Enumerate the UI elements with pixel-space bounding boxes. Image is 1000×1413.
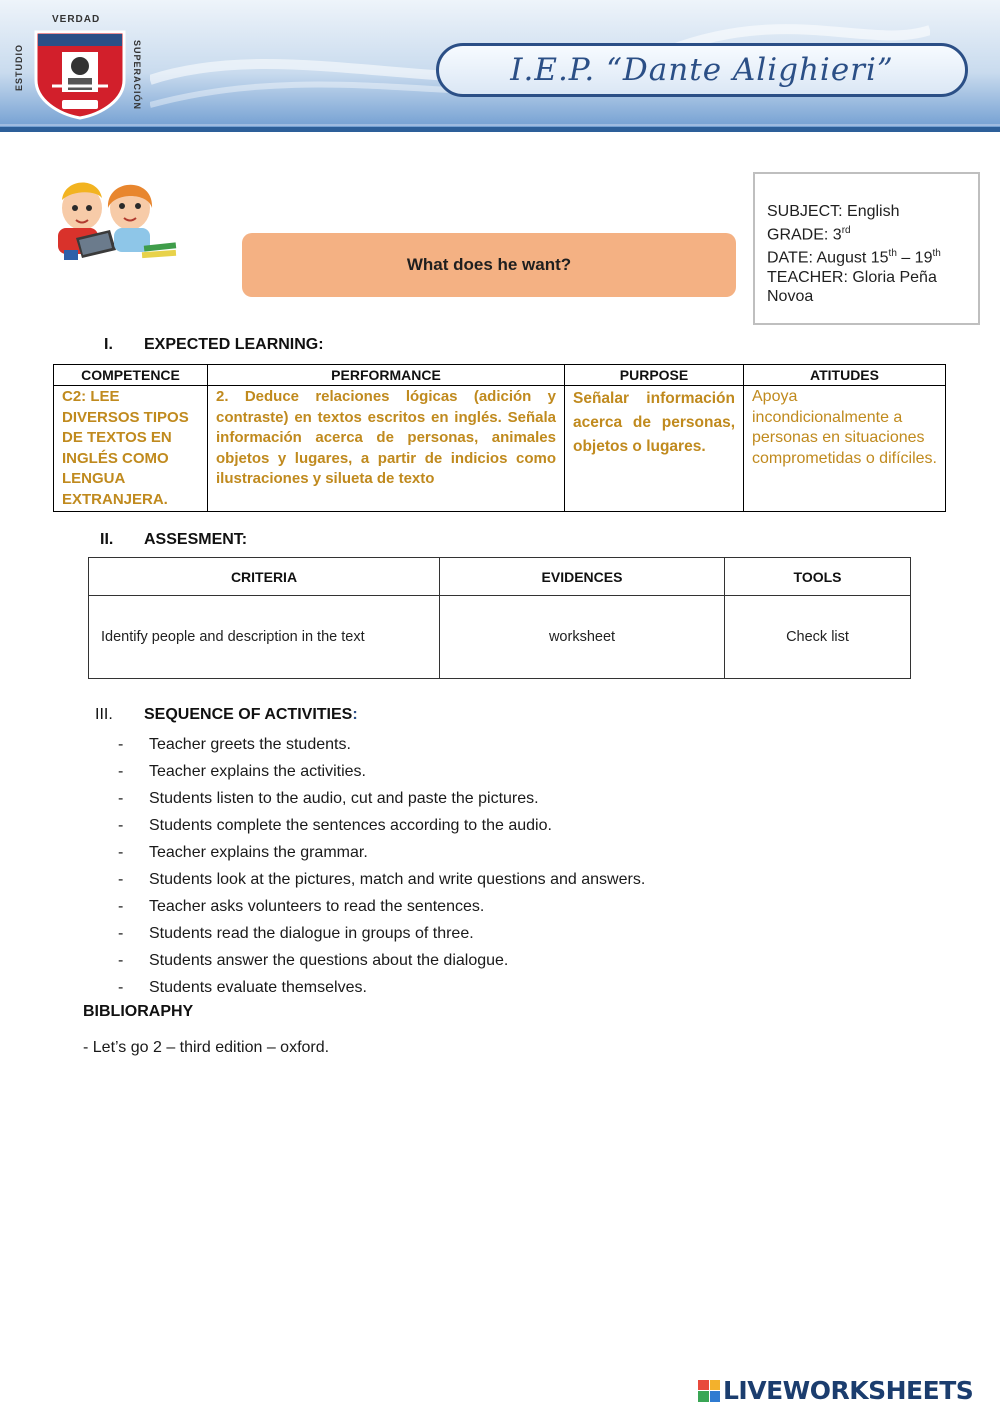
- date-end-suffix: th: [932, 248, 941, 260]
- list-item: [118, 758, 818, 785]
- criteria-cell: Identify people and description in the text: [89, 596, 440, 679]
- table-header-row: [89, 558, 911, 596]
- list-item: [118, 866, 818, 893]
- competence-cell: C2: LEE DIVERSOS TIPOS DE TEXTOS EN INGLÉS COMO LENGUA EXTRANJERA.: [54, 386, 208, 512]
- list-item: [118, 812, 818, 839]
- bibliography-item: - Let’s go 2 – third edition – oxford.: [83, 1039, 330, 1056]
- section-title-colon: :: [352, 706, 358, 723]
- performance-cell: 2. Deduce relaciones lógicas (adición y contraste) en textos escritos en inglés. Señala información acerca de personas, animales objetos y lugares, a partir de indicios como ilustraciones y silueta de texto: [208, 386, 565, 512]
- bullet-dash: -: [118, 978, 124, 996]
- table-header-row: [54, 365, 946, 386]
- children-studying-illustration: [52, 168, 180, 263]
- bullet-dash: -: [118, 843, 124, 861]
- grade-text: GRADE: 3: [767, 226, 842, 244]
- section-number: III.: [95, 706, 113, 723]
- column-header-performance: PERFORMANCE: [208, 365, 565, 386]
- activity-text: Students read the dialogue in groups of three.: [149, 924, 474, 942]
- column-header-tools: TOOLS: [725, 558, 911, 596]
- school-name: I.E.P. “Dante Alighieri”: [510, 52, 894, 88]
- bullet-dash: -: [118, 816, 124, 834]
- header-banner: [0, 0, 1000, 132]
- table-row: [54, 386, 946, 512]
- column-header-criteria: CRITERIA: [89, 558, 440, 596]
- crest-motto-top: VERDAD: [52, 14, 101, 25]
- date-end: – 19: [896, 249, 933, 267]
- crest-motto-left: ESTUDIO: [14, 44, 24, 92]
- date-start: DATE: August 15: [767, 249, 889, 267]
- banner-accent-line: [0, 124, 1000, 126]
- worksheet-title-box: [242, 233, 736, 297]
- table-row: [89, 596, 911, 679]
- crest-motto-right: SUPERACIÓN: [132, 40, 142, 111]
- tools-cell: Check list: [725, 596, 911, 679]
- activity-text: Students listen to the audio, cut and paste the pictures.: [149, 789, 539, 807]
- assessment-heading: [100, 531, 247, 549]
- section-number: I.: [104, 336, 113, 353]
- activity-text: Teacher explains the grammar.: [149, 843, 368, 861]
- school-name-banner: [436, 43, 968, 97]
- list-item: [118, 893, 818, 920]
- crest-shield-icon: [32, 28, 128, 120]
- activity-text: Teacher explains the activities.: [149, 762, 366, 780]
- liveworksheets-watermark[interactable]: [698, 1376, 973, 1405]
- bullet-dash: -: [118, 735, 124, 753]
- school-crest: [14, 12, 149, 122]
- bullet-dash: -: [118, 897, 124, 915]
- date-line: [767, 244, 966, 267]
- activities-heading: [95, 706, 358, 724]
- teacher-line: TEACHER: Gloria Peña Novoa: [767, 268, 937, 305]
- column-header-purpose: PURPOSE: [565, 365, 744, 386]
- list-item: [118, 920, 818, 947]
- column-header-attitudes: ATITUDES: [744, 365, 946, 386]
- purpose-cell: Señalar información acerca de personas, objetos o lugares.: [565, 386, 744, 512]
- list-item: [118, 974, 818, 1001]
- activity-text: Students complete the sentences according to the audio.: [149, 816, 552, 834]
- grade-line: [767, 221, 966, 244]
- activities-list: [118, 731, 818, 1001]
- assessment-table: [88, 557, 911, 679]
- list-item: [118, 731, 818, 758]
- banner-bottom-line: [0, 127, 1000, 132]
- bibliography-heading: BIBLIORAPHY: [83, 1003, 194, 1020]
- activity-text: Students look at the pictures, match and write questions and answers.: [149, 870, 646, 888]
- column-header-competence: COMPETENCE: [54, 365, 208, 386]
- section-number: II.: [100, 531, 114, 548]
- activity-text: Teacher greets the students.: [149, 735, 351, 753]
- bullet-dash: -: [118, 789, 124, 807]
- bullet-dash: -: [118, 762, 124, 780]
- bullet-dash: -: [118, 870, 124, 888]
- activity-text: Students answer the questions about the dialogue.: [149, 951, 509, 969]
- class-info-box: [753, 172, 980, 325]
- list-item: [118, 839, 818, 866]
- section-title: SEQUENCE OF ACTIVITIES: [144, 706, 353, 723]
- watermark-text: LIVEWORKSHEETS: [723, 1376, 974, 1405]
- attitudes-cell: Apoya incondicionalmente a personas en situaciones comprometidas o difíciles.: [744, 386, 946, 512]
- evidences-cell: worksheet: [440, 596, 725, 679]
- list-item: [118, 947, 818, 974]
- bullet-dash: -: [118, 951, 124, 969]
- section-title: EXPECTED LEARNING:: [144, 336, 324, 353]
- activity-text: Students evaluate themselves.: [149, 978, 367, 996]
- expected-learning-heading: [104, 336, 324, 354]
- list-item: [118, 785, 818, 812]
- grade-suffix: rd: [841, 225, 851, 236]
- column-header-evidences: EVIDENCES: [440, 558, 725, 596]
- section-title: ASSESMENT:: [144, 531, 248, 548]
- subject-line: SUBJECT: English: [767, 203, 900, 220]
- bullet-dash: -: [118, 924, 124, 942]
- worksheet-title: What does he want?: [406, 255, 572, 274]
- date-start-suffix: th: [888, 248, 897, 260]
- liveworksheets-logo-icon: [698, 1380, 720, 1402]
- activity-text: Teacher asks volunteers to read the sentences.: [149, 897, 485, 915]
- expected-learning-table: [53, 364, 946, 512]
